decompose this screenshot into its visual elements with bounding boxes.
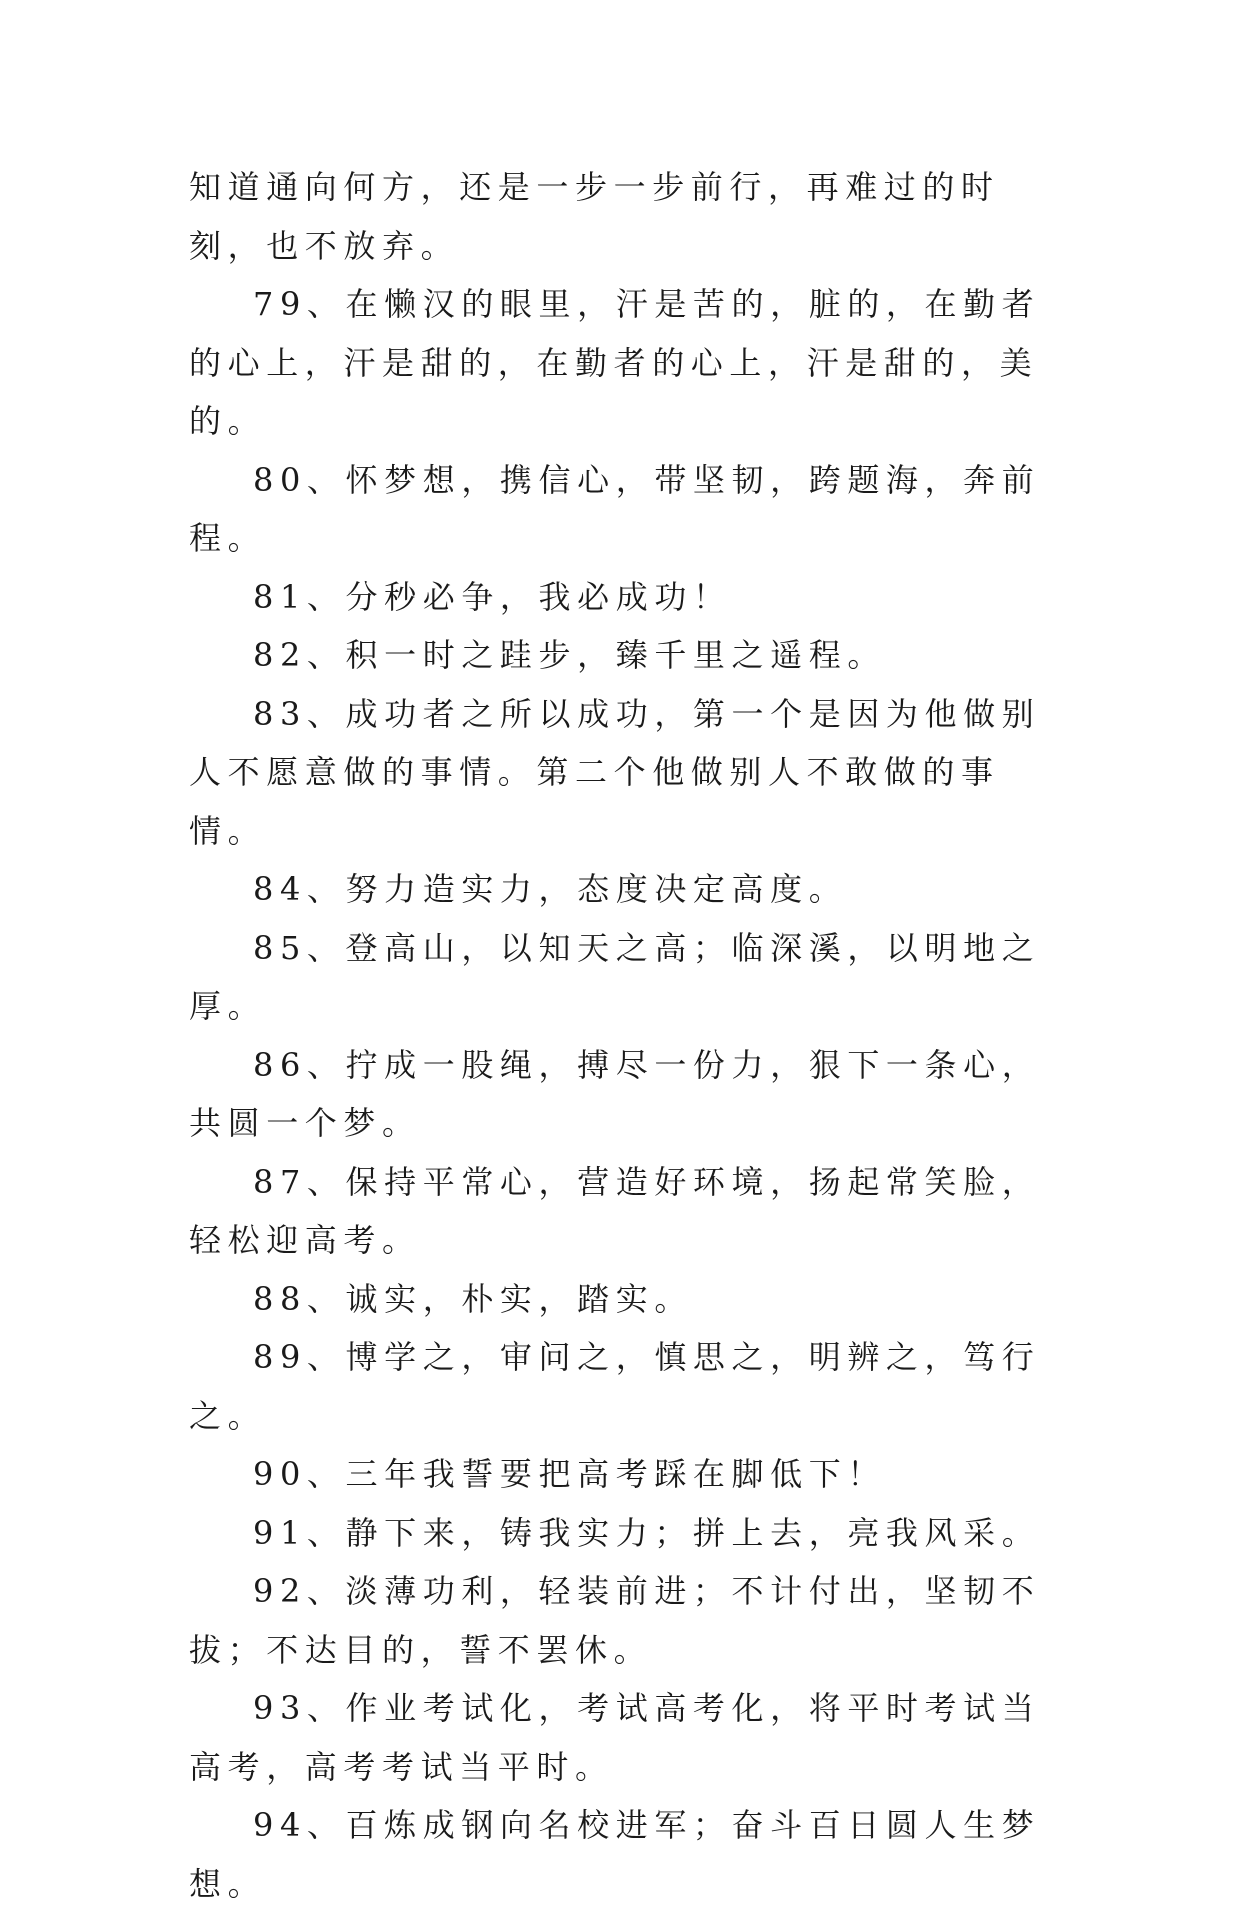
paragraph: 84、努力造实力，态度决定高度。	[253, 870, 848, 908]
paragraph: 86、拧成一股绳，搏尽一份力，狠下一条心，共圆一个梦。	[189, 1045, 1041, 1142]
paragraph: 81、分秒必争，我必成功！	[253, 577, 732, 616]
paragraph: 80、怀梦想，携信心，带坚韧，跨题海，奔前程。	[189, 460, 1041, 557]
paragraph: 91、静下来，铸我实力；拼上去，亮我风采。	[253, 1513, 1041, 1552]
document-body	[189, 158, 1069, 1913]
paragraph: 93、作业考试化，考试高考化，将平时考试当高考，高考考试当平时。	[189, 1689, 1041, 1786]
paragraph: 83、成功者之所以成功，第一个是因为他做别人不愿意做的事情。第二个他做别人不敢做的事情。	[189, 694, 1041, 850]
paragraph: 85、登高山，以知天之高；临深溪，以明地之厚。	[189, 928, 1041, 1025]
paragraph: 94、百炼成钢向名校进军；奋斗百日圆人生梦想。	[189, 1806, 1041, 1903]
paragraph: 79、在懒汉的眼里，汗是苦的，脏的，在勤者的心上，汗是甜的，在勤者的心上，汗是甜的，美的。	[189, 285, 1041, 440]
paragraph: 90、三年我誓要把高考踩在脚低下！	[253, 1455, 886, 1493]
paragraph: 知道通向何方，还是一步一步前行，再难过的时刻，也不放弃。	[189, 168, 1000, 265]
paragraph: 82、积一时之跬步，臻千里之遥程。	[253, 636, 886, 674]
paragraph: 87、保持平常心，营造好环境，扬起常笑脸，轻松迎高考。	[189, 1162, 1041, 1259]
paragraph: 88、诚实，朴实，踏实。	[253, 1279, 693, 1318]
paragraph: 92、淡薄功利，轻装前进；不计付出，坚韧不拔；不达目的，誓不罢休。	[189, 1572, 1041, 1669]
paragraph: 89、博学之，审问之，慎思之，明辨之，笃行之。	[189, 1338, 1041, 1435]
